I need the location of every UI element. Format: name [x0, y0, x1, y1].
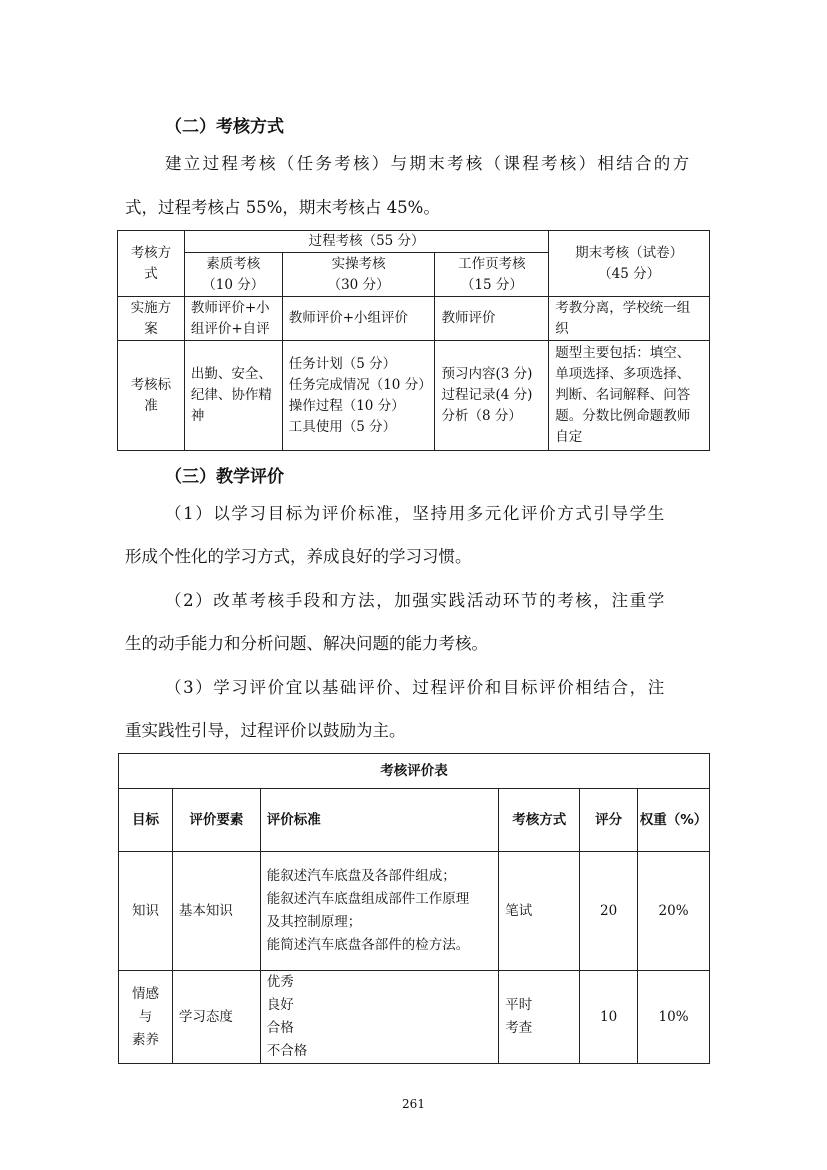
evaluation-table-title: 考核评价表 [119, 754, 710, 789]
header-score: 评分 [580, 789, 638, 852]
standard-workpage-cell: 预习内容(3 分) 过程记录(4 分) 分析（8 分） [435, 341, 549, 451]
paragraph-line: 生的动手能力和分析问题、解决问题的能力考核。 [125, 634, 488, 653]
row2-weight: 10% [638, 971, 710, 1064]
quality-assessment-header: 素质考核 （10 分） [184, 253, 282, 297]
row1-criteria: 能叙述汽车底盘及各部件组成； 能叙述汽车底盘组成部件工作原理 及其控制原理； 能简述汽车底盘各部件的检方法。 [260, 852, 499, 971]
table-corner-cell: 考核方 式 [118, 231, 185, 297]
row-label-standard: 考核标 准 [118, 341, 185, 451]
paragraph-line: 重实践性引导，过程评价以鼓励为主。 [125, 721, 406, 740]
header-element: 评价要素 [172, 789, 260, 852]
paragraph-line: 式，过程考核占 55%，期末考核占 45%。 [125, 198, 440, 217]
process-assessment-header: 过程考核（55 分） [184, 231, 548, 253]
final-assessment-header: 期末考核（试卷） （45 分） [549, 231, 710, 297]
paragraph-line: （1）以学习目标为评价标准，坚持用多元化评价方式引导学生 [165, 504, 666, 523]
assessment-method-table [117, 230, 710, 451]
standard-practice-cell: 任务计划（5 分） 任务完成情况（10 分） 操作过程（10 分） 工具使用（5 分） [282, 341, 435, 451]
row1-weight: 20% [638, 852, 710, 971]
row2-criteria: 优秀 良好 合格 不合格 [260, 971, 499, 1064]
header-method: 考核方式 [499, 789, 580, 852]
row2-score: 10 [580, 971, 638, 1064]
paragraph-line: （2）改革考核手段和方法，加强实践活动环节的考核，注重学 [165, 591, 666, 610]
evaluation-table [118, 753, 710, 1064]
row2-target: 情感 与 素养 [119, 971, 173, 1064]
practice-assessment-header: 实操考核 （30 分） [282, 253, 435, 297]
section-heading-evaluation: （三）教学评价 [165, 467, 284, 487]
paragraph-line: 形成个性化的学习方式，养成良好的学习习惯。 [125, 547, 472, 566]
workpage-assessment-header: 工作页考核 （15 分） [435, 253, 549, 297]
section-heading-assessment: （二）考核方式 [165, 117, 284, 137]
row1-score: 20 [580, 852, 638, 971]
header-criteria: 评价标准 [260, 789, 499, 852]
row-label-implementation: 实施方 案 [118, 297, 185, 341]
standard-final-cell: 题型主要包括：填空、 单项选择、多项选择、 判断、名词解释、问答 题。分数比例命题教师 自定 [549, 341, 710, 451]
row2-element: 学习态度 [172, 971, 260, 1064]
impl-practice-cell: 教师评价+小组评价 [282, 297, 435, 341]
row1-method: 笔试 [499, 852, 580, 971]
row1-target: 知识 [119, 852, 173, 971]
header-target: 目标 [119, 789, 173, 852]
standard-quality-cell: 出勤、安全、 纪律、协作精 神 [184, 341, 282, 451]
impl-quality-cell: 教师评价+小 组评价+自评 [184, 297, 282, 341]
page-number: 261 [402, 1097, 425, 1111]
row1-element: 基本知识 [172, 852, 260, 971]
row2-method: 平时 考查 [499, 971, 580, 1064]
paragraph-line: （3）学习评价宜以基础评价、过程评价和目标评价相结合，注 [165, 678, 666, 697]
paragraph-line: 建立过程考核（任务考核）与期末考核（课程考核）相结合的方 [165, 154, 692, 173]
impl-final-cell: 考教分离，学校统一组 织 [549, 297, 710, 341]
header-weight: 权重（%） [638, 789, 710, 852]
impl-workpage-cell: 教师评价 [435, 297, 549, 341]
